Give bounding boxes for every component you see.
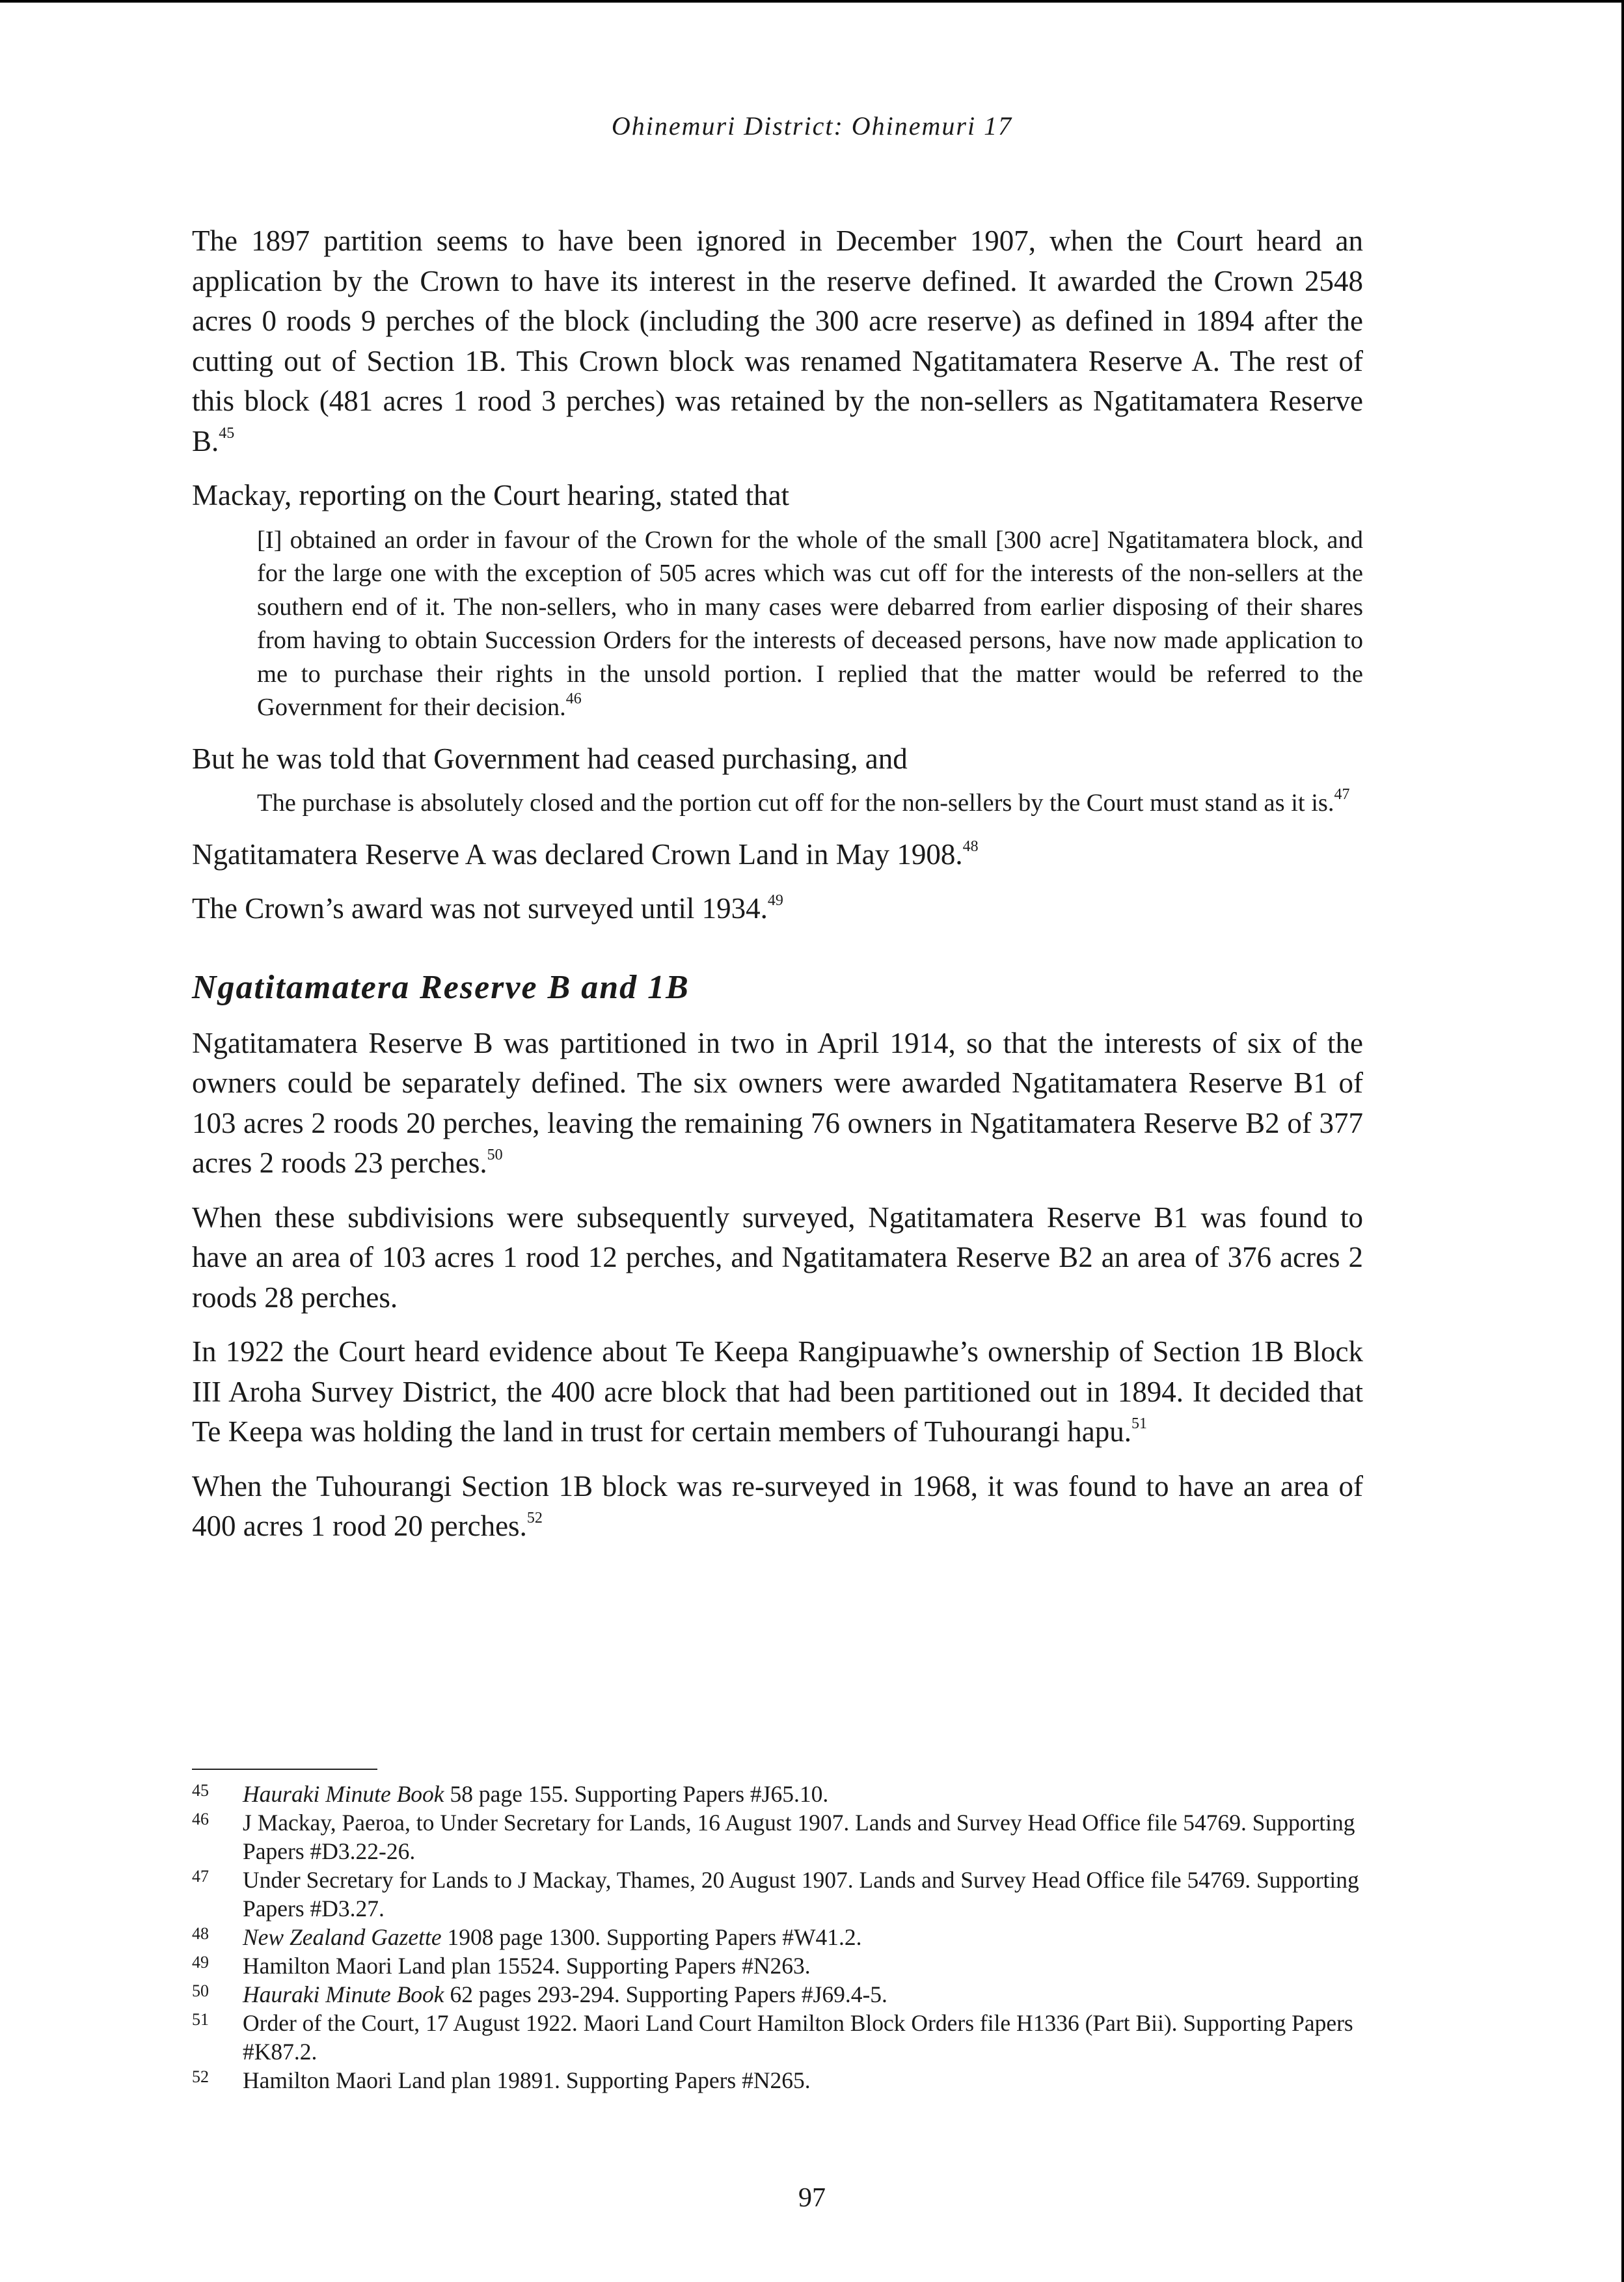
- footnote: [192, 1951, 1383, 1980]
- paragraph: [192, 889, 1363, 929]
- right-border: [1621, 0, 1624, 2282]
- block-quote: [192, 524, 1363, 725]
- section-heading: Ngatitamatera Reserve B and 1B: [192, 968, 690, 1006]
- paragraph-text: Ngatitamatera Reserve A was declared Crown Land in May 1908.: [192, 837, 963, 871]
- footnote-body: Hamilton Maori Land plan 19891. Supporting Papers #N265.: [243, 2067, 811, 2093]
- quote-text: [I] obtained an order in favour of the Crown for the whole of the small [300 acre] Ngatitamatera block, and for the large one with the exception of 505 acres which was cut off for the interests of the non-sellers at the southern end of it. The non-sellers, who in many cases were debarred from earlier disposing of their shares from having to obtain Succession Orders for the interests of deceased persons, have now made application to me to purchase their rights in the unsold portion. I replied that the matter would be referred to the Government for their decision.: [257, 526, 1363, 721]
- paragraph: [192, 1467, 1363, 1547]
- paragraph: [192, 739, 1363, 780]
- footnote-ref[interactable]: 48: [962, 837, 979, 855]
- paragraph-text: But he was told that Government had ceased purchasing, and: [192, 742, 908, 775]
- footnote-number: 51: [192, 2010, 209, 2029]
- footnote: [192, 1923, 1383, 1951]
- footnote-ref[interactable]: 47: [1334, 786, 1350, 804]
- page-number: 97: [798, 2183, 826, 2213]
- paragraph-text: Ngatitamatera Reserve B was partitioned in two in April 1914, so that the interests of six of the owners could be separately defined. The six owners were awarded Ngatitamatera Reserve B1 of 103 acres 2 roods 20 perches, leaving the remaining 76 owners in Ngatitamatera Reserve B2 of 377 acres 2 roods 23 perches.: [192, 1026, 1363, 1179]
- footnote-ref[interactable]: 45: [219, 424, 235, 442]
- footnote-title: Hauraki Minute Book: [243, 1981, 444, 2007]
- footnote: [192, 1780, 1383, 1808]
- footnote-text: [243, 1808, 1383, 1866]
- footnote-ref[interactable]: 51: [1131, 1415, 1148, 1432]
- footnote-body: Order of the Court, 17 August 1922. Maori Land Court Hamilton Block Orders file H1336 (Part Bii). Supporting Papers #K87.2.: [243, 2010, 1353, 2065]
- footnote-ref[interactable]: 49: [767, 892, 783, 909]
- paragraph-text: When the Tuhourangi Section 1B block was re-surveyed in 1968, it was found to have an area of 400 acres 1 rood 20 perches.: [192, 1469, 1363, 1542]
- footnote-number: 48: [192, 1924, 209, 1943]
- footnote: [192, 2066, 1383, 2095]
- top-border: [0, 0, 1624, 3]
- footnote-divider: [192, 1769, 377, 1770]
- paragraph-text: Mackay, reporting on the Court hearing, stated that: [192, 479, 790, 511]
- paragraph: [192, 835, 1363, 875]
- paragraph-text: When these subdivisions were subsequently surveyed, Ngatitamatera Reserve B1 was found to have an area of 103 acres 1 rood 12 perches, and Ngatitamatera Reserve B2 an area of 376 acres 2 roods 28 perches.: [192, 1201, 1363, 1314]
- footnote-text: [243, 1780, 1383, 1808]
- footnote-text: [243, 1866, 1383, 1923]
- body-text: [192, 221, 1363, 1561]
- quote-text: The purchase is absolutely closed and the portion cut off for the non-sellers by the Court must stand as it is.: [257, 789, 1334, 817]
- paragraph-text: In 1922 the Court heard evidence about Te Keepa Rangipuawhe’s ownership of Section 1B Block III Aroha Survey District, the 400 acre block that had been partitioned out in 1894. It decided that Te Keepa was holding the land in trust for certain members of Tuhourangi hapu.: [192, 1335, 1363, 1448]
- block-quote: [192, 787, 1363, 821]
- footnote-number: 45: [192, 1781, 209, 1800]
- footnote-text: [243, 2009, 1383, 2066]
- footnote-ref[interactable]: 52: [526, 1510, 543, 1527]
- footnote: [192, 1866, 1383, 1923]
- footnote-text: [243, 2066, 1383, 2095]
- footnote-title: Hauraki Minute Book: [243, 1781, 444, 1807]
- footnote-body: Hamilton Maori Land plan 15524. Supporting Papers #N263.: [243, 1953, 811, 1979]
- paragraph: [192, 221, 1363, 461]
- paragraph: [192, 476, 1363, 516]
- footnote-body: Under Secretary for Lands to J Mackay, Thames, 20 August 1907. Lands and Survey Head Office file 54769. Supporting Papers #D3.27.: [243, 1867, 1359, 1922]
- footnote: [192, 2009, 1383, 2066]
- footnote-text: [243, 1951, 1383, 1980]
- footnotes: [192, 1780, 1383, 2095]
- paragraph-text: The 1897 partition seems to have been ignored in December 1907, when the Court heard an application by the Crown to have its interest in the reserve defined. It awarded the Crown 2548 acres 0 roods 9 perches of the block (including the 300 acre reserve) as defined in 1894 after the cutting out of Section 1B. This Crown block was renamed Ngatitamatera Reserve A. The rest of this block (481 acres 1 rood 3 perches) was retained by the non-sellers as Ngatitamatera Reserve B.: [192, 224, 1363, 457]
- footnote: [192, 1980, 1383, 2009]
- paragraph: [192, 1198, 1363, 1318]
- footnote-number: 47: [192, 1867, 209, 1886]
- footnote-number: 46: [192, 1810, 209, 1828]
- paragraph-text: The Crown’s award was not surveyed until 1934.: [192, 892, 768, 925]
- footnote-body: J Mackay, Paeroa, to Under Secretary for Lands, 16 August 1907. Lands and Survey Head Office file 54769. Supporting Papers #D3.22-26.: [243, 1810, 1355, 1864]
- footnote: [192, 1808, 1383, 1866]
- paragraph: [192, 1024, 1363, 1184]
- footnote-text: [243, 1923, 1383, 1951]
- footnote-number: 50: [192, 1981, 209, 2000]
- footnote-body: 62 pages 293-294. Supporting Papers #J69.4-5.: [444, 1981, 887, 2007]
- footnote-ref[interactable]: 46: [565, 690, 582, 708]
- footnote-title: New Zealand Gazette: [243, 1924, 442, 1950]
- footnote-ref[interactable]: 50: [487, 1147, 503, 1163]
- paragraph: [192, 1332, 1363, 1452]
- footnote-number: 49: [192, 1953, 209, 1972]
- footnote-number: 52: [192, 2067, 209, 2086]
- footnote-body: 58 page 155. Supporting Papers #J65.10.: [444, 1781, 829, 1807]
- running-head: Ohinemuri District: Ohinemuri 17: [611, 111, 1013, 141]
- footnote-text: [243, 1980, 1383, 2009]
- footnote-body: 1908 page 1300. Supporting Papers #W41.2.: [441, 1924, 862, 1950]
